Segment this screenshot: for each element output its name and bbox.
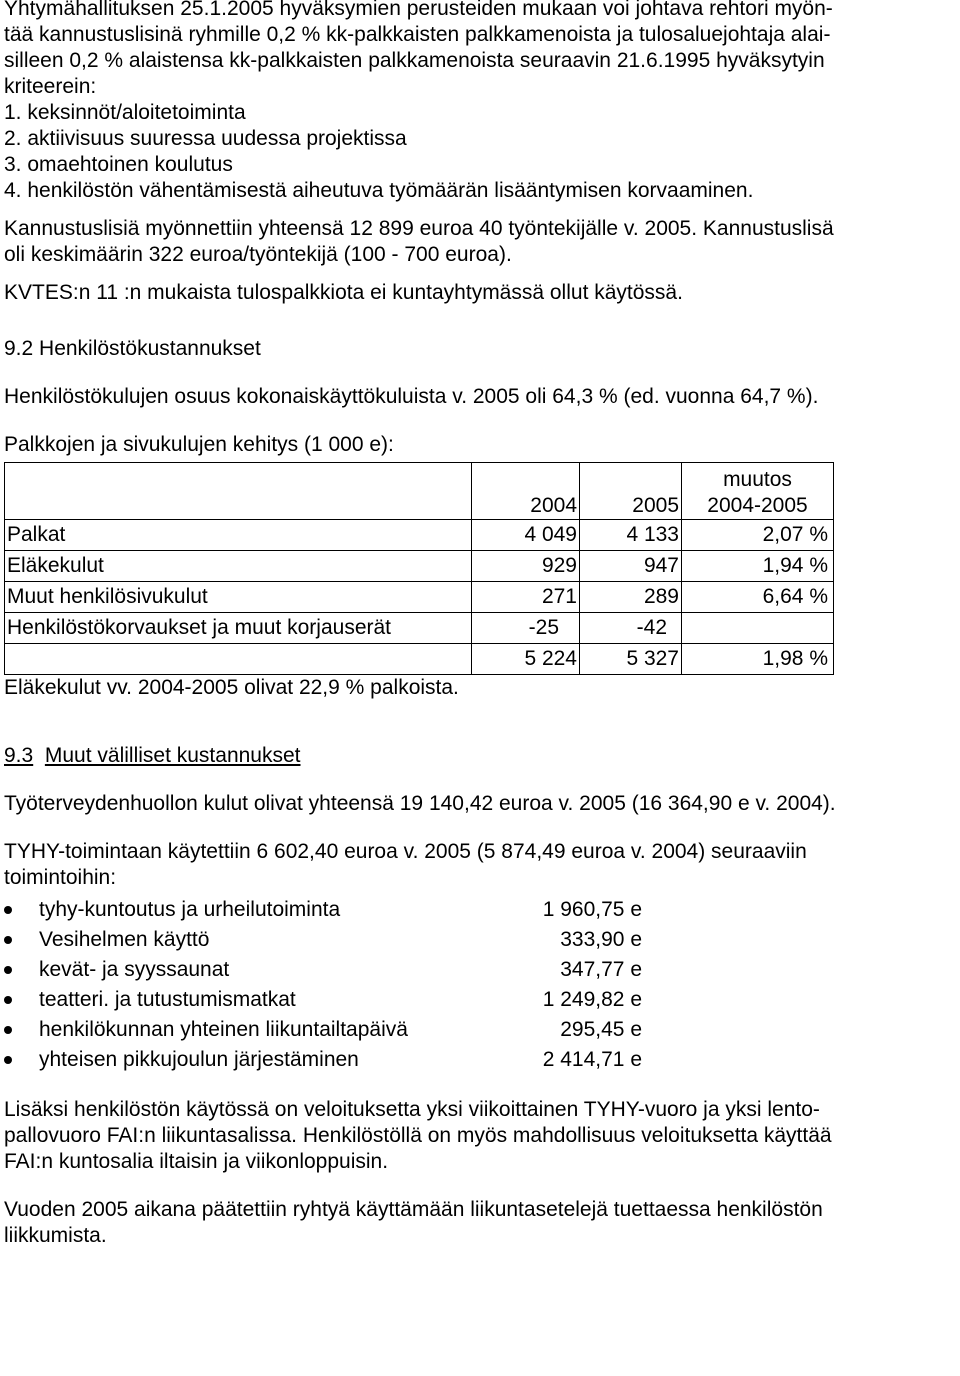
table-cell-label: Palkat: [5, 520, 472, 551]
bullet-icon: [4, 1026, 12, 1034]
table-cell-change: 1,98 %: [682, 644, 834, 675]
activity-amount: 347,77 e: [560, 958, 642, 981]
table-cell-label: [5, 644, 472, 675]
activity-amount: 2 414,71 e: [542, 1048, 642, 1071]
table-cell-2005: -42: [580, 613, 682, 644]
criteria-list: [4, 100, 958, 204]
activities-list: [4, 895, 958, 1075]
table-total-row: [5, 644, 834, 675]
decision-line: liikkumista.: [4, 1224, 107, 1247]
bonus-line: oli keskimäärin 322 euroa/työntekijä (100 - 700 euroa).: [4, 243, 512, 266]
extra-line: FAI:n kuntosalia iltaisin ja viikonloppuisin.: [4, 1150, 389, 1173]
list-item: [4, 985, 958, 1015]
activity-amount: 333,90 e: [560, 928, 642, 951]
table-cell-2004: 929: [472, 551, 580, 582]
table-cell-change: 6,64 %: [682, 582, 834, 613]
bullet-icon: [4, 996, 12, 1004]
intro-line: tää kannustuslisinä ryhmille 0,2 % kk-palkkaisten palkkamenoista ja tulosaluejohtaja alai-: [4, 23, 831, 46]
table-cell-2005: 4 133: [580, 520, 682, 551]
list-item: [4, 895, 958, 925]
bullet-icon: [4, 936, 12, 944]
activity-name: Vesihelmen käyttö: [39, 928, 210, 951]
change-header-line: muutos: [723, 468, 792, 491]
section-title: Muut välilliset kustannukset: [44, 744, 301, 767]
list-item: [4, 1015, 958, 1045]
activity-amount: 295,45 e: [560, 1018, 642, 1041]
bullet-icon: [4, 966, 12, 974]
intro-paragraph: [4, 0, 958, 100]
table-cell-2005: 5 327: [580, 644, 682, 675]
table-row: [5, 520, 834, 551]
table-cell-change: [682, 613, 834, 644]
tyhy-line: TYHY-toimintaan käytettiin 6 602,40 euroa v. 2005 (5 874,49 euroa v. 2004) seuraaviin: [4, 840, 807, 863]
extra-line: pallovuoro FAI:n liikuntasalissa. Henkilöstöllä on myös mahdollisuus veloituksetta käyttää: [4, 1124, 832, 1147]
criteria-item: 3. omaehtoinen koulutus: [4, 153, 233, 176]
criteria-item: 4. henkilöstön vähentämisestä aiheutuva työmäärän lisääntymisen korvaaminen.: [4, 179, 754, 202]
activity-name: henkilökunnan yhteinen liikuntailtapäivä: [39, 1018, 408, 1041]
activity-name: teatteri. ja tutustumismatkat: [39, 988, 296, 1011]
bonus-line: Kannustuslisiä myönnettiin yhteensä 12 899 euroa 40 työntekijälle v. 2005. Kannustuslisä: [4, 217, 834, 240]
table-header-cell: 2005: [580, 463, 682, 520]
list-item: [4, 925, 958, 955]
table-row: [5, 551, 834, 582]
list-item: [4, 1045, 958, 1075]
activity-name: yhteisen pikkujoulun järjestäminen: [39, 1048, 359, 1071]
bonus-paragraph: [4, 216, 958, 268]
table-cell-2004: -25: [472, 613, 580, 644]
criteria-item: 1. keksinnöt/aloitetoiminta: [4, 101, 246, 124]
decision-paragraph: [4, 1197, 958, 1249]
criteria-item: 2. aktiivisuus suuressa uudessa projektissa: [4, 127, 407, 150]
table-cell-2004: 271: [472, 582, 580, 613]
pension-note: Eläkekulut vv. 2004-2005 olivat 22,9 % palkoista.: [4, 676, 459, 699]
table-header-row: [5, 463, 834, 520]
intro-line: kriteerein:: [4, 75, 97, 98]
table-cell-label: Henkilöstökorvaukset ja muut korjauserät: [5, 613, 472, 644]
table-row: [5, 613, 834, 644]
list-item: [4, 955, 958, 985]
extra-line: Lisäksi henkilöstön käytössä on veloituksetta yksi viikoittainen TYHY-vuoro ja yksi lento-: [4, 1098, 820, 1121]
table-header-cell: [5, 463, 472, 520]
table-header-cell: [682, 463, 834, 520]
decision-line: Vuoden 2005 aikana päätettiin ryhtyä käyttämään liikuntasetelejä tuettaessa henkilöstön: [4, 1198, 823, 1221]
activity-amount: 1 960,75 e: [542, 898, 642, 921]
table-row: [5, 582, 834, 613]
section-heading-9-3: [4, 743, 958, 769]
personnel-share-paragraph: Henkilöstökulujen osuus kokonaiskäyttökuluista v. 2005 oli 64,3 % (ed. vuonna 64,7 %).: [4, 385, 819, 408]
tyhy-line: toimintoihin:: [4, 866, 117, 889]
kvtes-paragraph: KVTES:n 11 :n mukaista tulospalkkiota ei kuntayhtymässä ollut käytössä.: [4, 281, 683, 304]
intro-line: silleen 0,2 % alaistensa kk-palkkaisten palkkamenoista seuraavin 21.6.1995 hyväksytyin: [4, 49, 825, 72]
document-page: [4, 0, 958, 1249]
table-cell-change: 2,07 %: [682, 520, 834, 551]
table-caption: Palkkojen ja sivukulujen kehitys (1 000 e):: [4, 433, 394, 456]
intro-line: Yhtymähallituksen 25.1.2005 hyväksymien perusteiden mukaan voi johtava rehtori myön-: [4, 0, 833, 20]
table-cell-2004: 4 049: [472, 520, 580, 551]
occupational-health-paragraph: Työterveydenhuollon kulut olivat yhteensä 19 140,42 euroa v. 2005 (16 364,90 e v. 2004).: [4, 792, 836, 815]
extra-facilities-paragraph: [4, 1097, 958, 1175]
change-header-line: 2004-2005: [707, 494, 808, 517]
activity-name: tyhy-kuntoutus ja urheilutoiminta: [39, 898, 341, 921]
personnel-costs-table: [4, 462, 834, 675]
table-cell-label: Muut henkilösivukulut: [5, 582, 472, 613]
table-cell-label: Eläkekulut: [5, 551, 472, 582]
table-cell-change: 1,94 %: [682, 551, 834, 582]
activity-amount: 1 249,82 e: [542, 988, 642, 1011]
table-cell-2004: 5 224: [472, 644, 580, 675]
tyhy-paragraph: [4, 839, 958, 891]
section-heading-9-2: 9.2 Henkilöstökustannukset: [4, 337, 261, 360]
table-cell-2005: 947: [580, 551, 682, 582]
table-header-cell: 2004: [472, 463, 580, 520]
activity-name: kevät- ja syyssaunat: [39, 958, 230, 981]
bullet-icon: [4, 1056, 12, 1064]
section-number: 9.3: [4, 744, 34, 767]
bullet-icon: [4, 906, 12, 914]
table-cell-2005: 289: [580, 582, 682, 613]
